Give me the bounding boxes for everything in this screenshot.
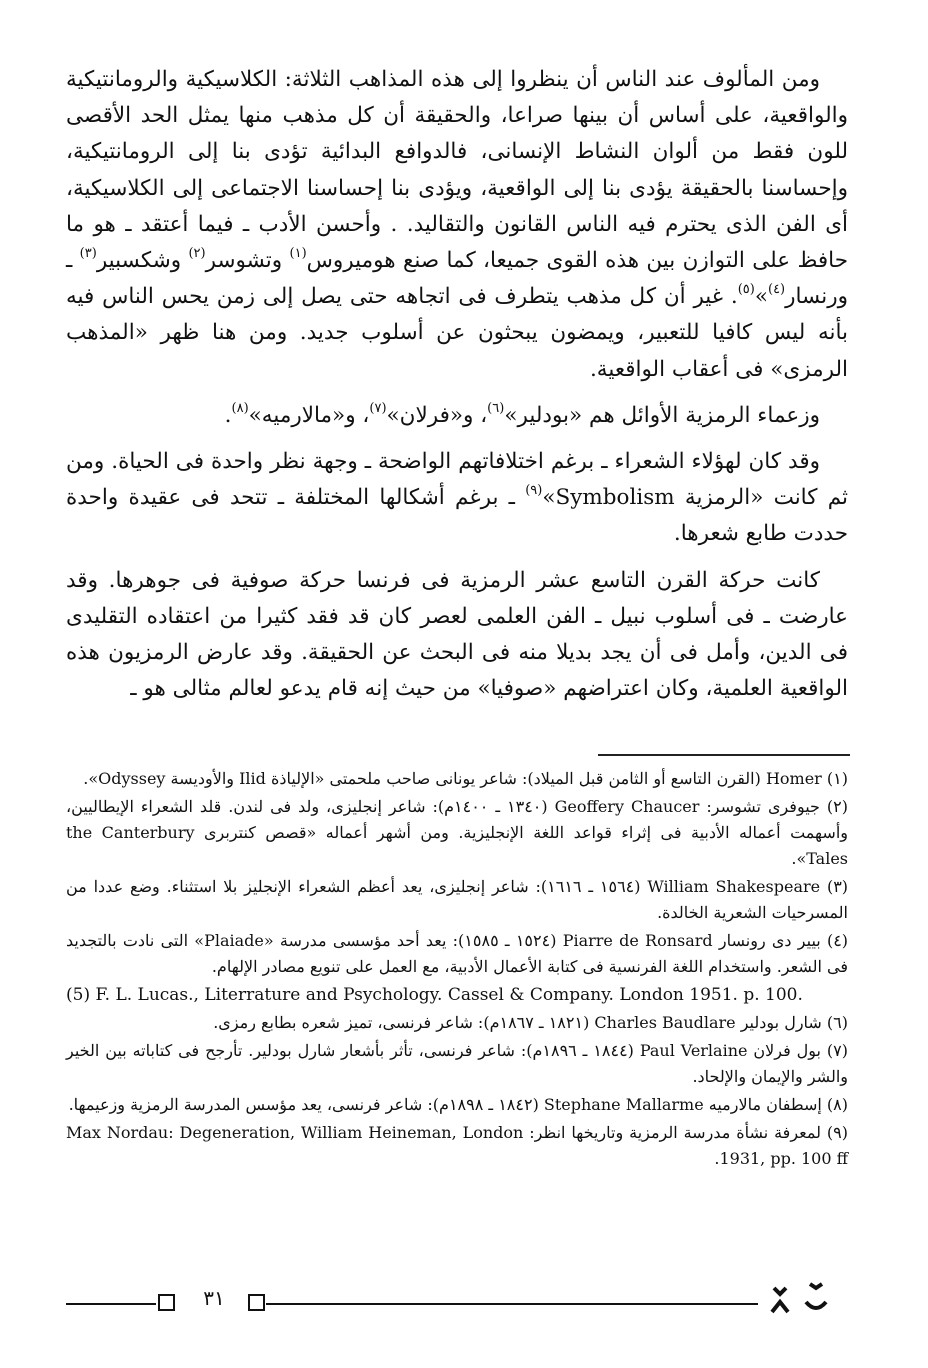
paragraph-3-text-b: ـ برغم أشكالها المختلفة ـ تتحد فى عقيدة واحدة حددت طابع شعرها. [66, 485, 848, 547]
paragraph-2 [66, 398, 848, 434]
paragraph-1-text-f: . غير أن كل مذهب يتطرف فى اتجاهه حتى يصل إلى زمن يحس الناس فيه بأنه ليس كافيا للتعبير، ويمضون يبحثون عن أسلوب جديد. ومن هنا ظهر «المذهب الرمزى» فى أعقاب الواقعية. [66, 284, 848, 382]
page-number: ٣١ [203, 1286, 225, 1310]
paragraph-2-text: وزعماء الرمزية الأوائل هم «بودلير» [504, 402, 820, 428]
footer-square-icon [158, 1294, 175, 1311]
footnote-7: (٧) بول فرلان Paul Verlaine (١٨٤٤ ـ ١٨٩٦م): شاعر فرنسى، تأثر بأشعار شارل بودلير. تأرجح فى كتاباته بين الخير والشر والإيمان والإلحاد. [66, 1041, 848, 1086]
footer-square-icon-2 [248, 1294, 265, 1311]
footnote-ref-2[interactable]: (٢) [188, 245, 206, 261]
footnote-separator [598, 754, 850, 756]
paragraph-1-text-d: ـ ورنسار [66, 248, 848, 310]
footer-rule-right [266, 1303, 758, 1305]
footnote-ref-7[interactable]: (٧) [369, 400, 387, 416]
paragraph-3 [66, 444, 848, 553]
footnote-4: (٤) بيير دى رونسار Piarre de Ronsard (١٥٢٤ ـ ١٥٨٥): يعد أحد مؤسسى مدرسة «Plaiade» التى نادت بالتجديد فى الشعر. واستخدام اللغة الفرنسية فى كتابة الأعمال الأدبية، مع العمل على تنويع مصادر الإلهام. [66, 931, 849, 976]
footer-rule-left [66, 1303, 156, 1305]
footnote-ref-8[interactable]: (٨) [231, 400, 249, 416]
footnote-8: (٨) إسطفان مالارميه Stephane Mallarme (١٨٤٢ ـ ١٨٩٨م): شاعر فرنسى، يعد مؤسس المدرسة الرمزية وزعيمها. [68, 1095, 848, 1114]
footnote-1: (١) Homer (القرن التاسع أو الثامن قبل الميلاد): شاعر يونانى صاحب ملحمتى «الإلياذة Ilid والأوديسة Odyssey». [83, 769, 848, 788]
ornament-icon [766, 1278, 846, 1318]
footnote-9: (٩) لمعرفة نشأة مدرسة الرمزية وتاريخها انظر: Max Nordau: Degeneration, William Heineman, London 1931, pp. 100 ff. [66, 1123, 848, 1168]
footnote-2: (٢) جيوفرى تشوسر: Geoffery Chaucer (١٣٤٠ ـ ١٤٠٠م): شاعر إنجليزى، ولد فى لندن. قلد الشعراء الإيطاليين، وأسهمت أعماله الأدبية فى إثراء قواعد اللغة الإنجليزية. ومن أشهر أعماله «قصص كنتربرى the Canterbury Tales». [66, 797, 848, 868]
footnote-5: (5) F. L. Lucas., Literrature and Psychology. Cassel & Company. London 1951. p. 100. [66, 985, 803, 1005]
paragraph-4: كانت حركة القرن التاسع عشر الرمزية فى فرنسا حركة صوفية فى جوهرها. وقد عارضت ـ فى أسلوب نبيل ـ الفن العلمى لعصر كان قد فقد كثيرا من اعتقاده التقليدى فى الدين، وأمل فى أن يجد بديلا منه فى البحث عن الحقيقة. وقد عارض الرمزيون هذه الواقعية العلمية، وكان اعتراضهم «صوفيا» من حيث إنه قام يدعو لعالم مثالى هو ـ [66, 567, 848, 702]
footnote-6: (٦) شارل بودلير Charles Baudlare (١٨٢١ ـ ١٨٦٧م): شاعر فرنسى، تميز شعره بطابع رمزى. [213, 1013, 848, 1032]
main-text [66, 62, 848, 717]
paragraph-2-text-b: ، و«فرلان» [386, 402, 488, 428]
paragraph-2-text-d: . [224, 402, 232, 428]
footnote-3: (٣) William Shakespeare (١٥٦٤ ـ ١٦١٦): شاعر إنجليزى، يعد أعظم الشعراء الإنجليز بلا استثناء. وضع عددا من المسرحيات الشعرية الخالدة. [66, 877, 849, 922]
paragraph-1-text-c: وشكسبير [96, 248, 189, 274]
paragraph-1-text-e: » [754, 284, 768, 310]
footnote-ref-1[interactable]: (١) [289, 245, 307, 261]
paragraph-1 [66, 62, 848, 388]
footnotes [66, 766, 848, 1174]
footnote-ref-9[interactable]: (٩) [525, 483, 543, 499]
paragraph-3-text: وقد كان لهؤلاء الشعراء ـ برغم اختلافاتهم الواضحة ـ وجهة نظر واحدة فى الحياة. ومن ثم كانت «الرمزية Symbolism» [66, 449, 849, 511]
footnote-ref-4[interactable]: (٤) [767, 282, 786, 298]
footnote-ref-3[interactable]: (٣) [79, 245, 97, 261]
page-footer [66, 1288, 848, 1318]
footnote-ref-6[interactable]: (٦) [487, 400, 505, 416]
paragraph-2-text-c: ، و«مالارميه» [248, 402, 370, 428]
footnote-ref-5[interactable]: (٥) [737, 282, 755, 298]
paragraph-1-text: ومن المألوف عند الناس أن ينظروا إلى هذه المذاهب الثلاثة: الكلاسيكية والرومانتيكية والواقعية، على أساس أن بينها صراعا، والحقيقة أن كل مذهب منها يمثل الحد الأقصى للون فقط من ألوان النشاط الإنسانى، فالدوافع البدائية تؤدى بنا إلى الرومانتيكية، وإحساسنا بالحقيقة يؤدى بنا إلى الواقعية، ويؤدى بنا إحساسنا الاجتماعى إلى الكلاسيكية، أى الفن الذى يحترم فيه الناس القانون والتقاليد. . وأحسن الأدب ـ فيما أعتقد ـ هو ما حافظ على التوازن بين هذه القوى جميعا، كما صنع هوميروس [66, 67, 849, 274]
paragraph-1-text-b: وتشوسر [205, 248, 290, 274]
